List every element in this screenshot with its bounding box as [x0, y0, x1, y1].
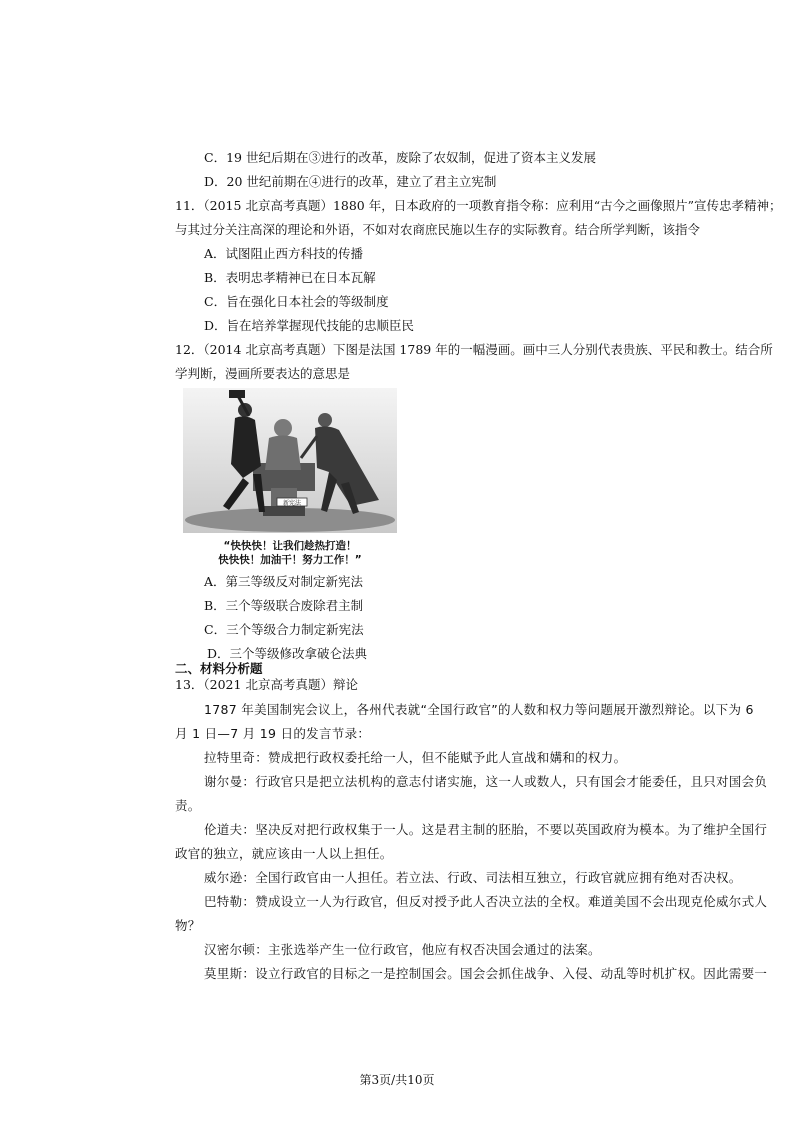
q11-stem-line2: 与其过分关注高深的理论和外语，不如对农商庶民施以生存的实际教育。结合所学判断，该指令 [175, 222, 701, 237]
q12-stem-line2: 学判断，漫画所要表达的意思是 [175, 366, 351, 381]
q12-option-d: D．三个等级修改拿破仑法典 [207, 646, 368, 661]
q13-paragraph: 莫里斯：设立行政官的目标之一是控制国会。国会会抓住战争、入侵、动乱等时机扩权。因此需要一 [204, 966, 768, 981]
q13-paragraph: 汉密尔顿：主张选举产生一位行政官，他应有权否决国会通过的法案。 [204, 942, 601, 957]
q11-stem-line1: 11．（2015 北京高考真题）1880 年，日本政府的一项教育指令称：应利用“古今之画像照片”宣传忠孝精神； [175, 198, 782, 213]
q12-stem-line1: 12．（2014 北京高考真题）下图是法国 1789 年的一幅漫画。画中三人分别代表贵族、平民和教士。结合所 [175, 342, 773, 357]
q10-option-d: D．20 世纪前期在④进行的改革，建立了君主立宪制 [204, 174, 497, 189]
section-title: 二、材料分析题 [175, 661, 263, 676]
cartoon-caption-line2: 快快快！加油干！努力工作！” [218, 554, 362, 566]
q12-option-c: C．三个等级合力制定新宪法 [204, 622, 364, 637]
cartoon-caption-line1: “快快快！让我们趁热打造！ [223, 540, 357, 552]
q11-option-a: A．试图阻止西方科技的传播 [204, 246, 364, 261]
q11-option-b: B．表明忠孝精神已在日本瓦解 [204, 270, 376, 285]
q13-paragraph: 政官的独立，就应该由一人以上担任。 [175, 846, 393, 861]
q13-paragraph: 拉特里奇：赞成把行政权委托给一人，但不能赋予此人宣战和媾和的权力。 [204, 750, 627, 765]
q13-paragraph: 谢尔曼：行政官只是把立法机构的意志付诸实施，这一人或数人，只有国会才能委任，且只对国会负 [204, 774, 768, 789]
anvil-label: 新宪法 [282, 500, 302, 507]
q13-paragraph: 威尔逊：全国行政官由一人担任。若立法、行政、司法相互独立，行政官就应拥有绝对否决权。 [204, 870, 742, 885]
q12-option-a: A．第三等级反对制定新宪法 [204, 574, 364, 589]
q13-paragraph: 巴特勒：赞成设立一人为行政官，但反对授予此人否决立法的全权。难道美国不会出现克伦威尔式人 [204, 894, 768, 909]
q13-paragraph: 1787 年美国制宪会议上，各州代表就“全国行政官”的人数和权力等问题展开激烈辩论。以下为 6 [204, 702, 754, 717]
page-number: 第3页/共10页 [359, 1073, 435, 1087]
q13-paragraph: 伦道夫：坚决反对把行政权集于一人。这是君主制的胚胎，不要以英国政府为模本。为了维护全国行 [204, 822, 768, 837]
q12-option-b: B．三个等级联合废除君主制 [204, 598, 364, 613]
q10-option-c: C．19 世纪后期在③进行的改革，废除了农奴制，促进了资本主义发展 [204, 150, 596, 165]
q13-paragraph: 物？ [175, 918, 201, 933]
q11-option-c: C．旨在强化日本社会的等级制度 [204, 294, 389, 309]
q11-option-d: D．旨在培养掌握现代技能的忠顺臣民 [204, 318, 415, 333]
cartoon-image [183, 388, 397, 568]
q13-paragraph: 月 1 日—7 月 19 日的发言节录： [175, 726, 371, 741]
q13-stem: 13．（2021 北京高考真题）辩论 [175, 677, 358, 692]
q13-paragraph: 责。 [175, 798, 201, 813]
